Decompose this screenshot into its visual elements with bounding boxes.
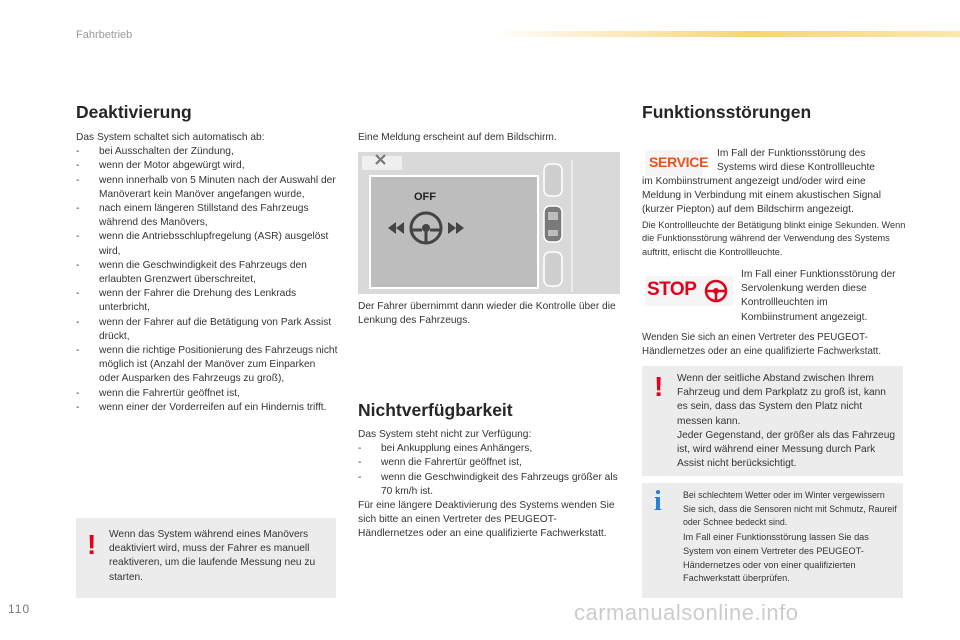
faults-warning-box xyxy=(642,366,903,476)
after-screen-text: Der Fahrer übernimmt dann wieder die Kontrolle über die Lenkung des Fahrzeugs. xyxy=(358,301,616,327)
header-accent-bar xyxy=(490,31,960,37)
warning-icon: ! xyxy=(654,371,664,402)
unavailability-list-item: - wenn die Fahrertür geöffnet ist, xyxy=(358,456,620,470)
deactivation-list-item: - wenn die Antriebsschlupfregelung (ASR) ausgelöst wird, xyxy=(76,230,338,258)
deactivation-list-item: - nach einem längeren Stillstand des Fahrzeugs während des Manövers, xyxy=(76,202,338,230)
stop-warning-lights xyxy=(645,276,733,306)
watermark: carmanualsonline.info xyxy=(574,600,799,625)
deactivation-warning-text: Wenn das System während eines Manövers deaktiviert wird, muss der Fahrer es manuell reaktiveren, um die laufende Messung neu zu starten. xyxy=(109,529,316,583)
service-text-rest: im Kombiinstrument angezeigt und/oder wird eine Meldung in Verbindung mit einem akustischen Signal (kurzer Piepton) auf dem Bildschirm angezeigt. xyxy=(642,176,881,216)
faults-info-text-b: Im Fall einer Funktionsstörung lassen Sie das System von einem Vertreter des PEUGEOT-Händernetzes oder von einer qualifizierten Fachwerkstatt überprüfen. xyxy=(683,532,869,584)
deactivation-list-item: - wenn die Fahrertür geöffnet ist, xyxy=(76,387,338,401)
deactivation-intro: Das System schaltet sich automatisch ab: xyxy=(76,132,265,143)
warning-icon: ! xyxy=(87,529,97,560)
service-warning-icon: SERVICE xyxy=(649,154,709,170)
deactivation-text xyxy=(76,131,338,415)
unavailability-text xyxy=(358,428,620,542)
info-icon: i xyxy=(654,486,662,517)
page-number: 110 xyxy=(8,602,31,616)
service-note: Die Kontrollleuchte der Betätigung blinkt einige Sekunden. Wenn die Funktionsstörung während der Verwendung des Systems auftritt, erlischt die Kontrollleuchte. xyxy=(642,220,906,257)
steering-fault-icon xyxy=(703,278,729,304)
faults-info-text-a: Bei schlechtem Wetter oder im Winter vergewissern Sie sich, dass die Sensoren nicht mit Schmutz, Raureif oder Schnee bedeckt sind. xyxy=(683,490,897,527)
unavailability-intro: Das System steht nicht zur Verfügung: xyxy=(358,429,532,440)
unavailability-list-item: - wenn die Geschwindigkeit des Fahrzeugs größer als 70 km/h ist. xyxy=(358,471,620,499)
deactivation-list-item: - wenn die richtige Positionierung des Fahrzeugs nicht möglich ist (Anzahl der Manöver zum Einparken oder Ausparken des Fahrzeugs zu groß), xyxy=(76,344,338,387)
unavailability-list xyxy=(358,442,620,499)
deactivation-list-item: - bei Ausschalten der Zündung, xyxy=(76,145,338,159)
unavailability-list-item: - bei Ankupplung eines Anhängers, xyxy=(358,442,620,456)
deactivation-list-item: - wenn einer der Vorderreifen auf ein Hindernis trifft. xyxy=(76,401,338,415)
deactivation-list-item: - wenn der Fahrer die Drehung des Lenkrads unterbricht, xyxy=(76,287,338,315)
deactivation-list xyxy=(76,145,338,415)
unavailability-title: Nichtverfügbarkeit xyxy=(358,400,513,420)
deactivation-list-item: - wenn der Fahrer auf die Betätigung von Park Assist drückt, xyxy=(76,316,338,344)
deactivation-warning-box xyxy=(76,518,336,598)
deactivation-list-item: - wenn innerhalb von 5 Minuten nach der Auswahl der Manöverart kein Manöver angefangen wurde, xyxy=(76,174,338,202)
service-warning-light xyxy=(645,150,709,176)
faults-warning-text: Wenn der seitliche Abstand zwischen Ihrem Fahrzeug und dem Parkplatz zu groß ist, kann es sein, dass das System den Platz nicht messen kann. Jeder Gegenstand, der größer als das Fahrzeug ist, wird während einer Messung durch Park Assist nicht berücksichtigt. xyxy=(677,373,896,470)
park-assist-screen-illustration xyxy=(358,152,620,294)
screen-off-label: OFF xyxy=(414,191,436,203)
stop-text: Im Fall einer Funktionsstörung der Servolenkung werden diese Kontrollleuchten im Kombiinstrument angezeigt. xyxy=(741,269,896,323)
screen-intro: Eine Meldung erscheint auf dem Bildschirm. xyxy=(358,132,557,143)
dealer-text: Wenden Sie sich an einen Vertreter des PEUGEOT-Händlernetzes oder an eine qualifizierte Fachwerkstatt. xyxy=(642,332,882,358)
stop-warning-icon: STOP xyxy=(647,279,697,300)
section-label: Fahrbetrieb xyxy=(76,29,133,41)
faults-info-box xyxy=(642,483,903,598)
screen-image xyxy=(358,152,620,294)
deactivation-title: Deaktivierung xyxy=(76,102,192,122)
deactivation-list-item: - wenn der Motor abgewürgt wird, xyxy=(76,159,338,173)
unavailability-outro: Für eine längere Deaktivierung des Systems wenden Sie sich bitte an einen Vertreter des PEUGEOT-Händlernetzes oder an eine qualifizierte Fachwerkstatt. xyxy=(358,500,615,540)
deactivation-list-item: - wenn die Geschwindigkeit des Fahrzeugs den erlaubten Grenzwert überschreitet, xyxy=(76,259,338,287)
faults-title: Funktionsstörungen xyxy=(642,102,812,122)
service-text-lead: Im Fall der Funktionsstörung des Systems wird diese Kontrollleuchte xyxy=(717,148,875,174)
